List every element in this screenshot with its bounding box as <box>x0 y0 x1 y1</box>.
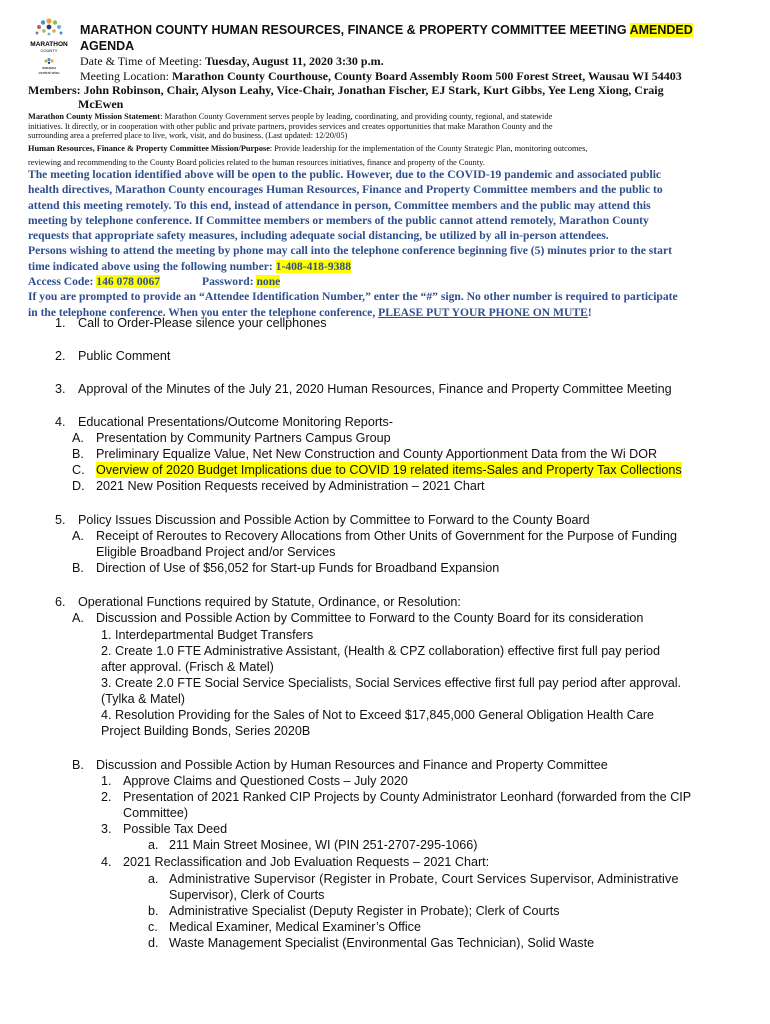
members-line-2: McEwen <box>78 97 124 111</box>
notice-line: requests that appropriate safety measures, including adequate social distancing, be utilized by all in-person attendees. <box>28 229 609 243</box>
committee-purpose-line-2: reviewing and recommending to the County Board policies related to the human resources initiatives, finance and property of the County. <box>28 158 485 167</box>
phone-number: 1-408-418-9388 <box>275 259 352 273</box>
agenda-item-number: 4. <box>55 415 66 429</box>
sub-item-letter: A. <box>72 611 84 625</box>
members-line-1: Members: John Robinson, Chair, Alyson Leahy, Vice-Chair, Jonathan Fischer, EJ Stark, Kurt Gibbs, Yee Leng Xiong, Craig <box>28 83 664 97</box>
sub-item-letter: d. <box>148 936 159 950</box>
notice-mute-end: ! <box>587 305 592 319</box>
notice-phone-intro: time indicated above using the following number: <box>28 259 276 273</box>
sub-item-4b: Preliminary Equalize Value, Net New Construction and County Apportionment Data from the Wi DOR <box>96 447 658 461</box>
sub-item-letter: b. <box>148 904 159 918</box>
sub-item-6a-2-cont: after approval. (Frisch & Matel) <box>101 660 274 674</box>
sub-item-6b-4a: Administrative Supervisor (Register in Probate, Court Services Supervisor, Administrative <box>169 872 679 886</box>
sub-item-letter: B. <box>72 561 84 575</box>
location-value: Marathon County Courthouse, County Board Assembly Room 500 Forest Street, Wausau WI 54403 <box>171 69 682 83</box>
agenda-item-number: 1. <box>55 316 66 330</box>
notice-line: If you are prompted to provide an “Attendee Identification Number,” enter the “#” sign. No other number is required to participate <box>28 290 678 304</box>
logo-tagline-1: wausau <box>42 65 56 70</box>
access-code-label: Access Code: <box>28 275 97 289</box>
sub-item-number: 4. <box>101 855 112 869</box>
sub-item-6a-3-cont: (Tylka & Matel) <box>101 692 185 706</box>
sub-item-6b-4b: Administrative Specialist (Deputy Register in Probate); Clerk of Courts <box>169 904 560 918</box>
sub-item-number: 3. <box>101 822 112 836</box>
sub-item-number: 1. <box>101 774 112 788</box>
access-code: 146 078 0067 <box>96 275 161 289</box>
datetime-value: Tuesday, August 11, 2020 3:30 p.m. <box>205 54 384 68</box>
agenda-item-number: 2. <box>55 349 66 363</box>
sub-item-6b: Discussion and Possible Action by Human Resources and Finance and Property Committee <box>96 758 608 772</box>
sub-item-letter: A. <box>72 529 84 543</box>
sub-item-6b-4: 2021 Reclassification and Job Evaluation Requests – 2021 Chart: <box>123 855 490 869</box>
sub-item-6b-3: Possible Tax Deed <box>123 822 228 836</box>
sub-item-6a-2: 2. Create 1.0 FTE Administrative Assistant, (Health & CPZ collaboration) effective first full pay period <box>101 644 661 658</box>
agenda-item-call-to-order: Call to Order-Please silence your cellphones <box>78 316 327 330</box>
agenda-item-minutes-approval: Approval of the Minutes of the July 21, 2020 Human Resources, Finance and Property Committee Meeting <box>78 382 672 396</box>
password-value: none <box>256 275 281 289</box>
sub-item-letter: D. <box>72 479 85 493</box>
amended-badge: AMENDED <box>629 23 693 37</box>
sub-item-letter: c. <box>148 920 158 934</box>
sub-item-6b-2-cont: Committee) <box>123 806 189 820</box>
notice-line: attend this meeting remotely. To this end, instead of attendance in person, Committee members and the public may attend this <box>28 198 651 212</box>
title-agenda: AGENDA <box>80 39 135 53</box>
sub-item-5a: Receipt of Reroutes to Recovery Allocations from Other Units of Government for the Purpose of Funding <box>96 529 677 543</box>
sub-item-letter: B. <box>72 447 84 461</box>
logo-tagline-2: central wisc <box>38 70 60 75</box>
committee-purpose-line-1: : Provide leadership for the implementation of the County Strategic Plan, monitoring outcomes, <box>269 144 588 153</box>
notice-line: The meeting location identified above will be open to the public. However, due to the COVID-19 pandemic and associated public <box>28 168 662 181</box>
sub-item-6b-2: Presentation of 2021 Ranked CIP Projects by County Administrator Leonhard (forwarded from the CIP <box>123 790 692 804</box>
sub-item-4a: Presentation by Community Partners Campus Group <box>96 431 391 445</box>
sub-item-6b-1: Approve Claims and Questioned Costs – July 2020 <box>123 774 408 788</box>
agenda-item-number: 5. <box>55 513 66 527</box>
sub-item-number: 2. <box>101 790 112 804</box>
notice-line: meeting by telephone conference. If Committee members or members of the public cannot attend remotely, Marathon County <box>28 213 649 227</box>
sub-item-6a-3: 3. Create 2.0 FTE Social Service Specialists, Social Services effective first full pay period after approval. <box>101 676 682 690</box>
notice-line: Persons wishing to attend the meeting by phone may call into the telephone conference beginning five (5) minutes prior to the start <box>28 244 672 258</box>
datetime-label: Date & Time of Meeting: <box>80 54 202 68</box>
sub-item-6b-3a: 211 Main Street Mosinee, WI (PIN 251-2707-295-1066) <box>169 838 478 852</box>
agenda-item-operational: Operational Functions required by Statute, Ordinance, or Resolution: <box>78 595 461 609</box>
mission-label: Marathon County Mission Statement <box>28 112 161 121</box>
notice-mute-intro: in the telephone conference. When you enter the telephone conference, <box>28 305 379 319</box>
agenda-item-presentations: Educational Presentations/Outcome Monitoring Reports- <box>78 415 394 429</box>
sub-item-letter: A. <box>72 431 84 445</box>
mission-line-2: initiatives. It directly, or in cooperation with other public and private partners, provides services and creates opportunities that make Marathon County and the <box>28 121 553 131</box>
agenda-item-public-comment: Public Comment <box>78 349 171 363</box>
sub-item-6b-4a-cont: Supervisor), Clerk of Courts <box>169 888 325 902</box>
logo-sub: COUNTY <box>40 48 58 53</box>
password-label: Password: <box>202 275 257 289</box>
logo-name: MARATHON <box>30 41 68 48</box>
agenda-item-number: 3. <box>55 382 66 396</box>
sub-item-6a-1: 1. Interdepartmental Budget Transfers <box>101 628 314 642</box>
agenda-item-number: 6. <box>55 595 66 609</box>
committee-purpose-label: Human Resources, Finance & Property Committee Mission/Purpose <box>28 144 270 153</box>
mission-line-3: surrounding area a preferred place to live, work, visit, and do business. (Last updated: 12/20/05) <box>28 131 348 140</box>
sub-item-letter: a. <box>148 872 159 886</box>
sub-item-letter: C. <box>72 463 85 477</box>
sub-item-6a-4-cont: Project Building Bonds, Series 2020B <box>101 724 311 738</box>
sub-item-6a: Discussion and Possible Action by Committee to Forward to the County Board for its consideration <box>96 611 644 625</box>
notice-line: health directives, Marathon County encourages Human Resources, Finance and Property Committee members and the public to <box>28 183 663 197</box>
sub-item-5a-cont: Eligible Broadband Project and/or Services <box>96 545 336 559</box>
location-label: Meeting Location: <box>80 69 169 83</box>
sub-item-4d: 2021 New Position Requests received by Administration – 2021 Chart <box>96 479 485 493</box>
mute-instruction: PLEASE PUT YOUR PHONE ON MUTE <box>378 305 588 319</box>
sub-item-4c-highlighted: Overview of 2020 Budget Implications due to COVID 19 related items-Sales and Property Tax Collections <box>96 463 682 477</box>
sub-item-6b-4d: Waste Management Specialist (Environmental Gas Technician), Solid Waste <box>169 936 595 950</box>
sub-item-letter: a. <box>148 838 159 852</box>
sub-item-letter: B. <box>72 758 84 772</box>
title-main: MARATHON COUNTY HUMAN RESOURCES, FINANCE & PROPERTY COMMITTEE MEETING <box>80 23 627 37</box>
sub-item-5b: Direction of Use of $56,052 for Start-up Funds for Broadband Expansion <box>96 561 500 575</box>
agenda-item-policy-issues: Policy Issues Discussion and Possible Action by Committee to Forward to the County Board <box>78 513 590 527</box>
sub-item-6a-4: 4. Resolution Providing for the Sales of Not to Exceed $17,845,000 General Obligation Health Care <box>101 708 655 722</box>
mission-line-1: : Marathon County Government serves people by leading, coordinating, and providing county, regional, and statewide <box>160 112 553 121</box>
sub-item-6b-4c: Medical Examiner, Medical Examiner’s Office <box>169 920 421 934</box>
